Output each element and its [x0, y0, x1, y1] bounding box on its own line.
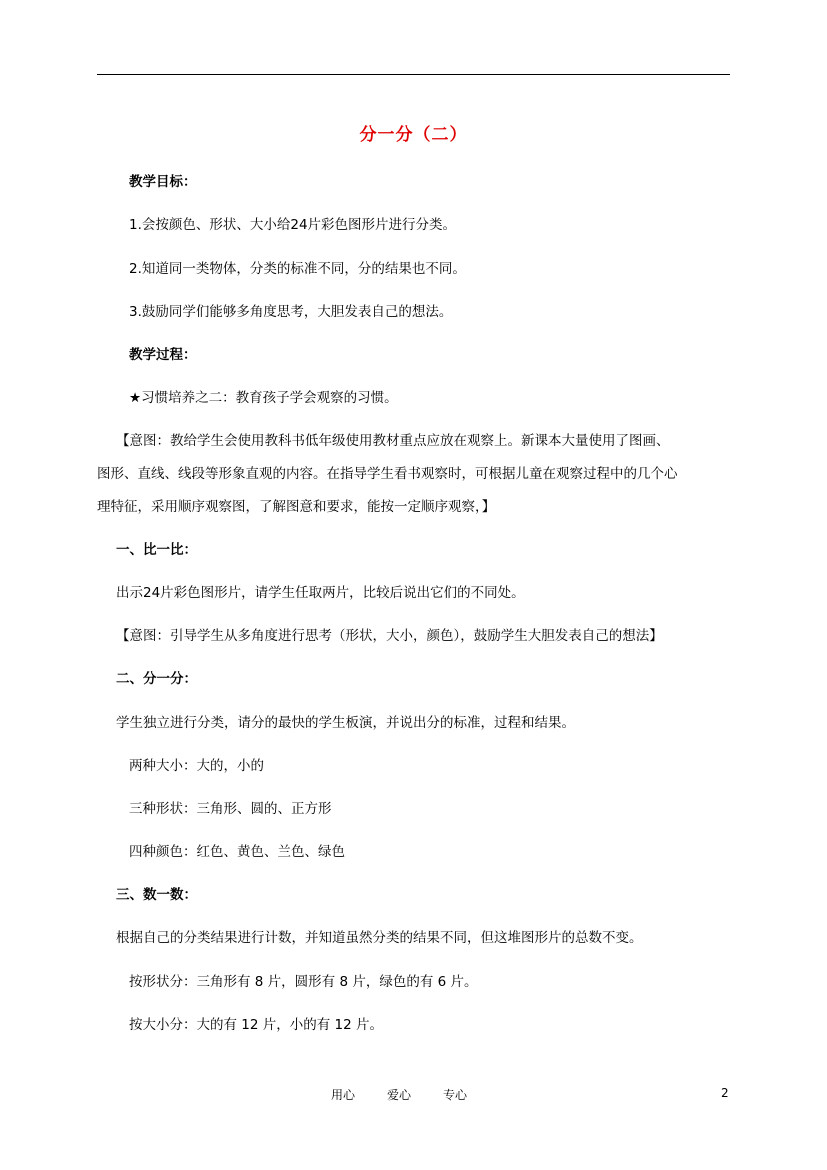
header-rule	[97, 74, 730, 75]
goal-heading: 教学目标：	[129, 174, 197, 190]
page-number: 2	[721, 1086, 729, 1100]
section-1-heading: 一、比一比：	[116, 542, 197, 558]
goal-item: 3.鼓励同学们能够多角度思考，大胆发表自己的想法。	[129, 304, 453, 320]
habit-text: ★习惯培养之二：教育孩子学会观察的习惯。	[129, 390, 398, 406]
section-2-text: 学生独立进行分类，请分的最快的学生板演，并说出分的标准，过程和结果。	[116, 715, 575, 731]
footer-item: 专心	[443, 1088, 468, 1102]
goal-item: 2.知道同一类物体，分类的标准不同，分的结果也不同。	[129, 261, 466, 277]
section-3-text: 根据自己的分类结果进行计数，并知道虽然分类的结果不同，但这堆图形片的总数不变。	[116, 930, 643, 946]
section-2-heading: 二、分一分：	[116, 671, 197, 687]
section-2-shapes: 三种形状：三角形、圆的、正方形	[129, 801, 332, 817]
section-3-shape: 按形状分：三角形有 8 片，圆形有 8 片，绿色的有 6 片。	[129, 974, 478, 990]
section-3-size: 按大小分：大的有 12 片，小的有 12 片。	[129, 1017, 384, 1033]
footer-item: 爱心	[387, 1088, 412, 1102]
goal-item: 1.会按颜色、形状、大小给24片彩色图形片进行分类。	[129, 217, 457, 233]
intent-paragraph-line: 图形、直线、线段等形象直观的内容。在指导学生看书观察时，可根据儿童在观察过程中的几个心	[97, 466, 678, 482]
footer-item: 用心	[331, 1088, 356, 1102]
section-2-colors: 四种颜色：红色、黄色、兰色、绿色	[129, 844, 345, 860]
intent-paragraph-line: 【意图：教给学生会使用教科书低年级使用教材重点应放在观察上。新课本大量使用了图画、	[116, 433, 670, 449]
section-2-sizes: 两种大小：大的，小的	[129, 758, 264, 774]
page-title: 分一分（二）	[359, 125, 468, 145]
intent-paragraph-line: 理特征，采用顺序观察图，了解图意和要求，能按一定顺序观察，】	[97, 499, 496, 515]
section-3-heading: 三、数一数：	[116, 887, 197, 903]
process-heading: 教学过程：	[129, 347, 197, 363]
section-1-intent: 【意图：引导学生从多角度进行思考（形状，大小，颜色），鼓励学生大胆发表自己的想法】	[116, 628, 663, 644]
section-1-text: 出示24片彩色图形片，请学生任取两片，比较后说出它们的不同处。	[116, 585, 525, 601]
